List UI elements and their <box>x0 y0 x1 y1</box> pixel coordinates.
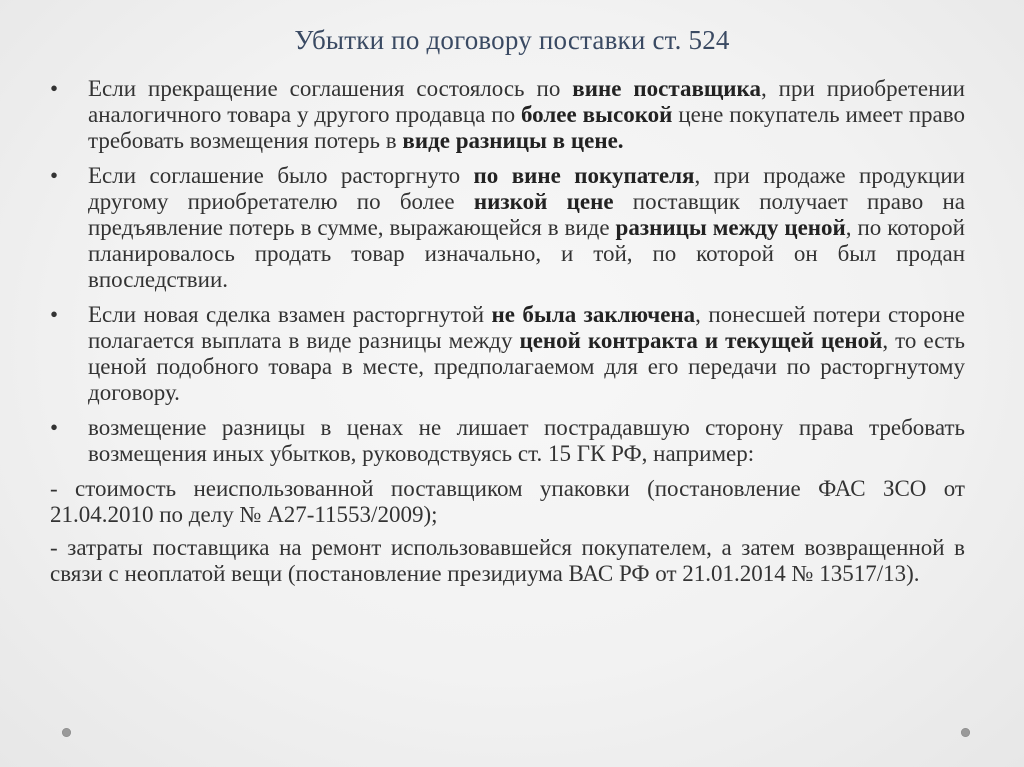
bullet-text: , при приобретении аналогичного товара у другого продавца по <box>88 76 965 127</box>
bullet-emphasis: низкой цене <box>473 189 614 214</box>
bullet-item-2 <box>50 163 965 293</box>
bullet-text: поставщик получает право на предъявление потерь в сумме, выражающейся в виде <box>88 189 965 240</box>
bullet-emphasis: разницы между ценой <box>615 215 846 240</box>
bullet-text: , понесшей потери стороне полагается выплата в виде разницы между <box>88 302 965 353</box>
bullet-emphasis: по вине покупателя <box>473 163 695 188</box>
bullet-emphasis: виде разницы в цене. <box>402 128 624 153</box>
bullet-emphasis: ценой контракта и текущей ценой <box>519 328 883 353</box>
bullet-text: , то есть ценой подобного товара в месте, предполагаемом для его передачи по расторгнутому договору. <box>88 328 965 405</box>
bullet-text: , по которой планировалось продать товар изначально, и той, по которой он был продан впоследствии. <box>88 215 965 292</box>
bullet-emphasis: не была заключена <box>491 302 696 327</box>
bullet-text: цене покупатель имеет право требовать возмещения потерь в <box>88 102 965 153</box>
bullet-item-1 <box>50 76 965 154</box>
bullet-text: Если новая сделка взамен расторгнутой <box>88 302 492 327</box>
bullet-emphasis: более высокой <box>520 102 673 127</box>
bullet-item-3 <box>50 302 965 406</box>
bullet-text: Если прекращение соглашения состоялось по <box>88 76 573 101</box>
bullet-text: Если соглашение было расторгнуто <box>88 163 474 188</box>
corner-dot-icon <box>961 728 970 737</box>
slide-content <box>50 76 965 594</box>
bullet-text: , при продаже продукции другому приобретателю по более <box>88 163 965 214</box>
dash-item-1: - стоимость неиспользованной поставщиком упаковки (постановление ФАС ЗСО от 21.04.2010 по делу № А27-11553/2009); <box>50 476 965 527</box>
bullet-icon: • <box>50 302 59 327</box>
bullet-text: возмещение разницы в ценах не лишает пострадавшую сторону права требовать возмещения иных убытков, руководствуясь ст. 15 ГК РФ, например: <box>88 415 965 466</box>
bullet-icon: • <box>50 415 59 440</box>
bullet-emphasis: вине поставщика <box>572 76 761 101</box>
bullet-icon: • <box>50 76 59 101</box>
bullet-icon: • <box>50 163 59 188</box>
bullet-item-4 <box>50 415 965 467</box>
dash-item-2: - затраты поставщика на ремонт использовавшейся покупателем, а затем возвращенной в связи с неоплатой вещи (постановление президиума ВАС РФ от 21.01.2014 № 13517/13). <box>50 535 965 586</box>
slide-title: Убытки по договору поставки ст. 524 <box>294 25 730 55</box>
corner-dot-icon <box>62 728 71 737</box>
